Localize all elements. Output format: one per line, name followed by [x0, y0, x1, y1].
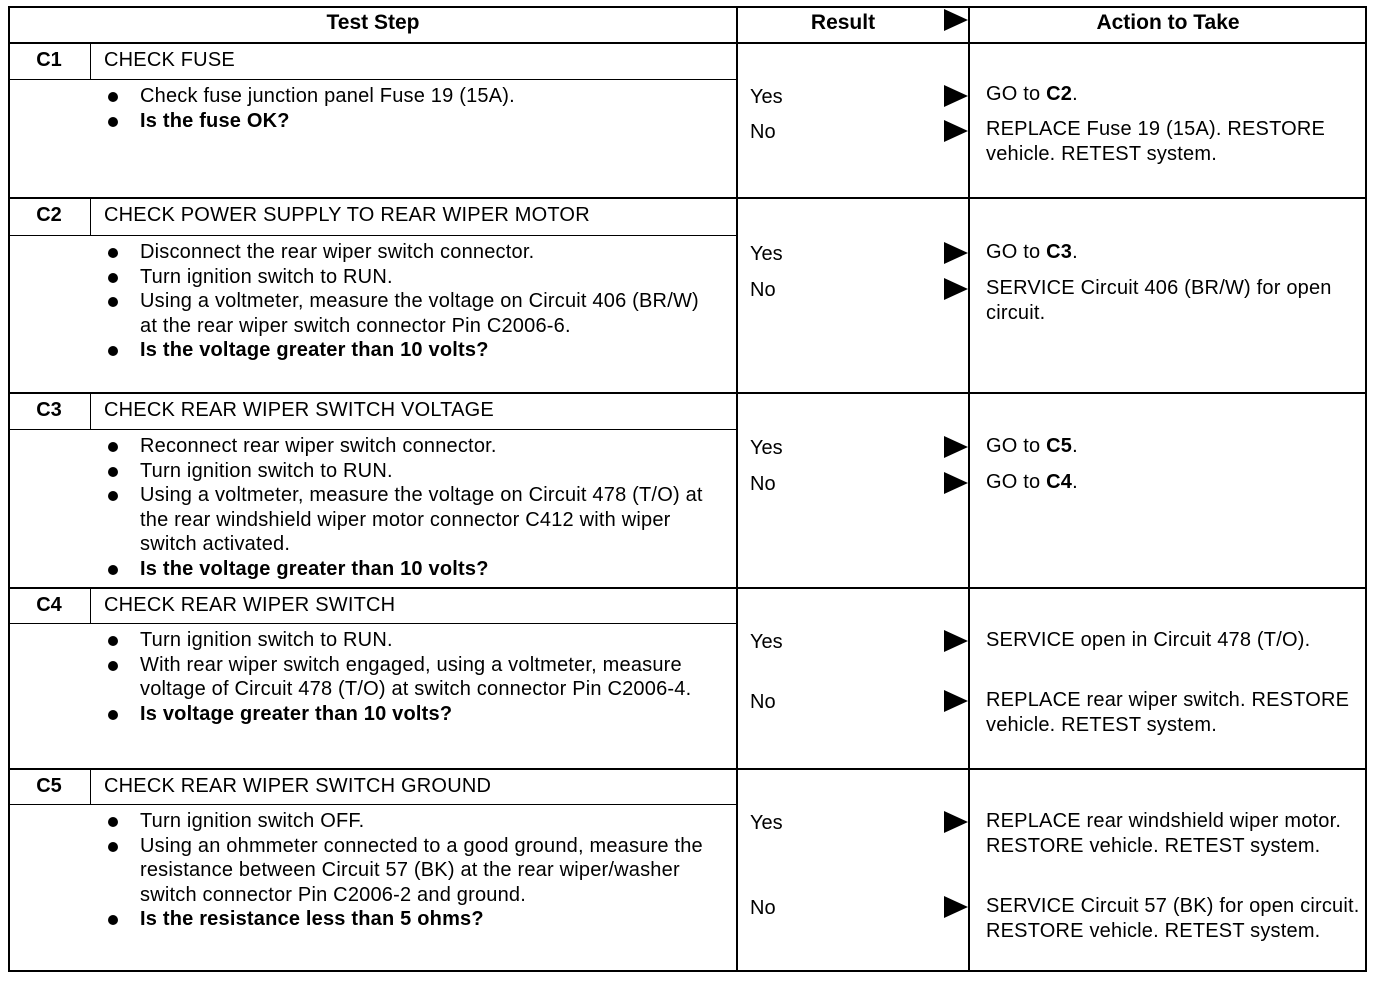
- bullet-icon: [108, 842, 118, 852]
- result-yes: Yes: [750, 437, 783, 459]
- bullet-icon: [108, 442, 118, 452]
- step-id: C5: [36, 775, 62, 797]
- arrow-right-icon: [944, 120, 968, 142]
- step-instruction: [104, 84, 704, 109]
- instruction-text: With rear wiper switch engaged, using a voltmeter, measure voltage of Circuit 478 (T/O) at switch connector Pin C2006-4.: [140, 653, 692, 701]
- step-instructions: [104, 434, 704, 582]
- arrow-right-icon: [944, 85, 968, 107]
- action-text: [986, 809, 1364, 859]
- action-main: REPLACE rear windshield wiper motor. RESTORE vehicle. RETEST system.: [986, 810, 1342, 857]
- header-test-step: Test Step: [326, 11, 420, 34]
- action-step-ref: C5: [1046, 435, 1073, 457]
- action-step-ref: C4: [1046, 471, 1073, 493]
- row-divider: [8, 392, 1367, 394]
- action-main: REPLACE Fuse 19 (15A). RESTORE vehicle. RETEST system.: [986, 118, 1326, 165]
- step-instruction: [104, 289, 704, 338]
- step-title-divider: [8, 235, 737, 236]
- step-title: CHECK REAR WIPER SWITCH VOLTAGE: [104, 399, 494, 421]
- step-title: CHECK REAR WIPER SWITCH: [104, 594, 396, 616]
- action-main: SERVICE open in Circuit 478 (T/O).: [986, 629, 1311, 651]
- step-instructions: [104, 240, 704, 363]
- row-divider: [8, 197, 1367, 199]
- action-text: [986, 434, 1364, 459]
- header-arrow-icon: [944, 9, 968, 31]
- bullet-icon: [108, 565, 118, 575]
- step-instruction: [104, 240, 704, 265]
- step-instructions: [104, 809, 704, 932]
- instruction-text: Is the voltage greater than 10 volts?: [140, 557, 489, 580]
- step-title: CHECK FUSE: [104, 49, 235, 71]
- instruction-text: Turn ignition switch to RUN.: [140, 629, 393, 651]
- action-text: [986, 688, 1364, 738]
- step-id: C2: [36, 204, 62, 226]
- step-title: CHECK POWER SUPPLY TO REAR WIPER MOTOR: [104, 204, 590, 226]
- arrow-right-icon: [944, 242, 968, 264]
- row-divider: [8, 768, 1367, 770]
- arrow-right-icon: [944, 896, 968, 918]
- action-main: SERVICE Circuit 57 (BK) for open circuit. RESTORE vehicle. RETEST system.: [986, 895, 1360, 942]
- instruction-text: Is the voltage greater than 10 volts?: [140, 339, 489, 362]
- bullet-icon: [108, 661, 118, 671]
- step-title-divider: [8, 79, 737, 80]
- step-id: C1: [36, 49, 62, 71]
- bullet-icon: [108, 92, 118, 102]
- instruction-text: Is the fuse OK?: [140, 109, 290, 132]
- result-yes: Yes: [750, 812, 783, 834]
- header-divider: [8, 42, 1367, 44]
- action-suffix: .: [1072, 471, 1078, 493]
- step-question: [104, 907, 704, 932]
- action-text: [986, 240, 1364, 265]
- result-no: No: [750, 897, 776, 919]
- step-title-divider: [8, 804, 737, 805]
- instruction-text: Is voltage greater than 10 volts?: [140, 702, 453, 725]
- action-step-ref: C2: [1046, 83, 1073, 105]
- action-text: [986, 276, 1364, 326]
- column-divider-action: [968, 6, 970, 972]
- bullet-icon: [108, 636, 118, 646]
- step-id-divider: [90, 394, 91, 429]
- bullet-icon: [108, 248, 118, 258]
- step-instruction: [104, 483, 704, 557]
- action-text: [986, 82, 1364, 107]
- action-main: GO to: [986, 471, 1047, 493]
- result-no: No: [750, 691, 776, 713]
- step-instruction: [104, 265, 704, 290]
- action-main: GO to: [986, 435, 1047, 457]
- step-question: [104, 702, 704, 727]
- column-divider-result: [736, 6, 738, 972]
- action-suffix: .: [1072, 435, 1078, 457]
- step-id-divider: [90, 44, 91, 79]
- bullet-icon: [108, 467, 118, 477]
- result-no: No: [750, 473, 776, 495]
- action-text: [986, 470, 1364, 495]
- action-main: GO to: [986, 83, 1047, 105]
- bullet-icon: [108, 117, 118, 127]
- action-text: [986, 628, 1364, 653]
- step-id-divider: [90, 770, 91, 804]
- bullet-icon: [108, 491, 118, 501]
- instruction-text: Using a voltmeter, measure the voltage on Circuit 406 (BR/W) at the rear wiper switch connector Pin C2006-6.: [140, 290, 699, 337]
- action-text: [986, 117, 1364, 167]
- step-question: [104, 338, 704, 363]
- action-suffix: .: [1072, 241, 1078, 263]
- bullet-icon: [108, 297, 118, 307]
- arrow-right-icon: [944, 630, 968, 652]
- step-instruction: [104, 653, 704, 702]
- arrow-right-icon: [944, 690, 968, 712]
- action-text: [986, 894, 1364, 944]
- bullet-icon: [108, 817, 118, 827]
- step-id-divider: [90, 589, 91, 623]
- step-instruction: [104, 459, 704, 484]
- bullet-icon: [108, 915, 118, 925]
- action-main: GO to: [986, 241, 1047, 263]
- instruction-text: Using a voltmeter, measure the voltage on Circuit 478 (T/O) at the rear windshield wiper motor connector C412 with wiper switch activated.: [140, 484, 703, 556]
- result-yes: Yes: [750, 631, 783, 653]
- step-title: CHECK REAR WIPER SWITCH GROUND: [104, 775, 492, 797]
- header-result: Result: [810, 11, 876, 34]
- bullet-icon: [108, 346, 118, 356]
- result-yes: Yes: [750, 243, 783, 265]
- step-instructions: [104, 84, 704, 133]
- step-id: C4: [36, 594, 62, 616]
- action-step-ref: C3: [1046, 241, 1073, 263]
- step-title-divider: [8, 623, 737, 624]
- instruction-text: Check fuse junction panel Fuse 19 (15A).: [140, 85, 515, 107]
- step-instructions: [104, 628, 704, 726]
- bullet-icon: [108, 273, 118, 283]
- step-instruction: [104, 434, 704, 459]
- step-id-divider: [90, 199, 91, 235]
- action-suffix: .: [1072, 83, 1078, 105]
- action-main: REPLACE rear wiper switch. RESTORE vehicle. RETEST system.: [986, 689, 1350, 736]
- arrow-right-icon: [944, 472, 968, 494]
- instruction-text: Disconnect the rear wiper switch connector.: [140, 241, 535, 263]
- instruction-text: Turn ignition switch to RUN.: [140, 459, 393, 482]
- instruction-text: Is the resistance less than 5 ohms?: [140, 908, 484, 931]
- row-divider: [8, 587, 1367, 589]
- action-main: SERVICE Circuit 406 (BR/W) for open circuit.: [986, 277, 1332, 324]
- arrow-right-icon: [944, 278, 968, 300]
- step-id: C3: [36, 399, 62, 421]
- step-title-divider: [8, 429, 737, 430]
- step-instruction: [104, 834, 704, 908]
- step-question: [104, 557, 704, 582]
- instruction-text: Using an ohmmeter connected to a good ground, measure the resistance between Circuit 57 (BK) at the rear wiper/washer switch connector Pin C2006-2 and ground.: [140, 834, 703, 906]
- instruction-text: Reconnect rear wiper switch connector.: [140, 435, 497, 457]
- instruction-text: Turn ignition switch OFF.: [140, 810, 365, 832]
- result-yes: Yes: [750, 86, 783, 108]
- step-instruction: [104, 809, 704, 834]
- bullet-icon: [108, 710, 118, 720]
- arrow-right-icon: [944, 436, 968, 458]
- header-action: Action to Take: [1096, 11, 1240, 34]
- result-no: No: [750, 279, 776, 301]
- step-instruction: [104, 628, 704, 653]
- step-question: [104, 109, 704, 134]
- result-no: No: [750, 121, 776, 143]
- instruction-text: Turn ignition switch to RUN.: [140, 265, 393, 288]
- arrow-right-icon: [944, 811, 968, 833]
